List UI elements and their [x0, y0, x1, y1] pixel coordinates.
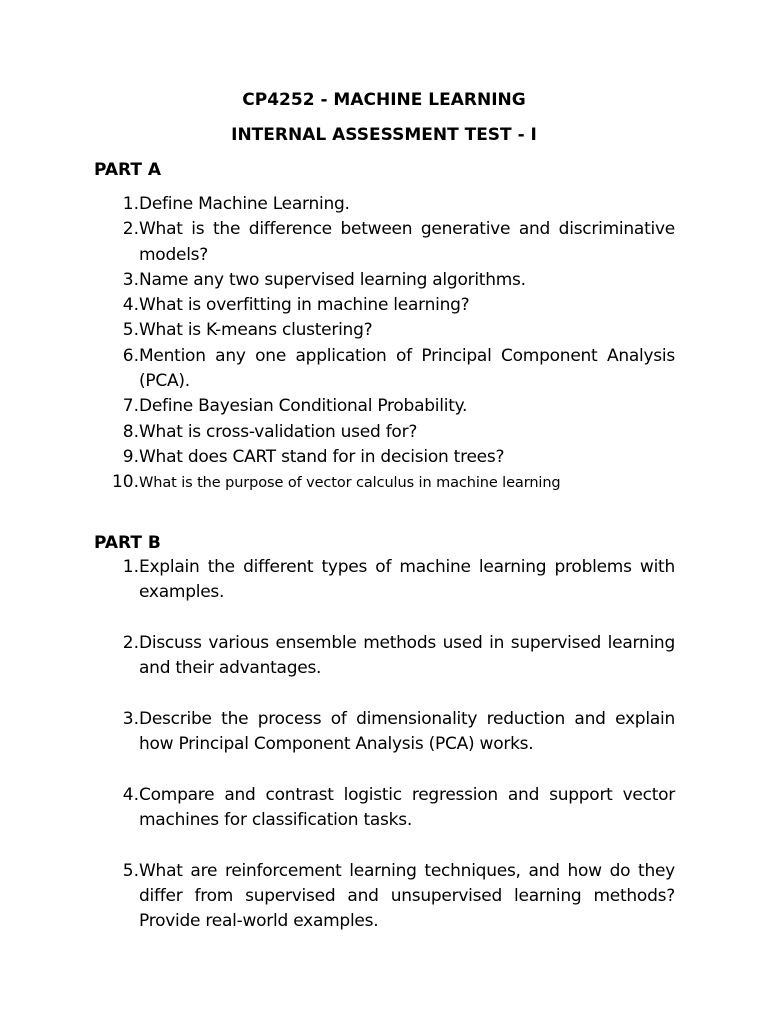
question-number: 6.: [122, 345, 139, 366]
question-number: 10.: [111, 472, 139, 493]
part-b-question-list: [100, 555, 675, 960]
part-a-heading: PART A: [94, 160, 162, 180]
question-number: 1.: [122, 194, 139, 214]
question-text: Name any two supervised learning algorithms.: [139, 269, 526, 290]
question-text: What are reinforcement learning techniques, and how do they differ from supervised and unsupervised learning methods? Provide real-world examples.: [139, 860, 675, 932]
question-text: Define Machine Learning.: [139, 194, 350, 214]
part-b-question: [100, 859, 675, 935]
question-number: 3.: [122, 708, 139, 729]
part-a-question: [100, 420, 675, 445]
question-number: 4.: [122, 784, 139, 805]
question-number: 9.: [122, 446, 139, 467]
part-b-question: [100, 783, 675, 834]
question-text: Define Bayesian Conditional Probability.: [139, 396, 468, 417]
part-a-question: [100, 344, 675, 395]
part-b-question: [100, 707, 675, 758]
question-text: What is cross-validation used for?: [139, 421, 418, 442]
question-text: Describe the process of dimensionality reduction and explain how Principal Component Analysis (PCA) works.: [139, 708, 675, 755]
question-number: 4.: [122, 295, 139, 316]
part-a-question: [100, 293, 675, 318]
part-a-question: [100, 268, 675, 293]
question-text: Explain the different types of machine learning problems with examples.: [139, 557, 675, 603]
question-text: What is K-means clustering?: [139, 320, 373, 341]
question-number: 1.: [122, 557, 139, 577]
question-number: 2.: [122, 632, 139, 653]
question-number: 2.: [122, 219, 139, 240]
course-title: CP4252 - MACHINE LEARNING: [242, 90, 526, 110]
question-text: Mention any one application of Principal Component Analysis (PCA).: [139, 345, 675, 392]
part-a-question: [100, 318, 675, 343]
test-title: INTERNAL ASSESSMENT TEST - I: [231, 125, 537, 145]
part-a-question: [100, 445, 675, 470]
part-a-question: [100, 394, 675, 419]
question-number: 8.: [122, 421, 139, 442]
question-number: 5.: [122, 320, 139, 341]
part-a-question: [100, 192, 675, 217]
question-text: What does CART stand for in decision trees?: [139, 446, 505, 467]
part-a-question-list: [100, 192, 675, 497]
question-number: 5.: [122, 860, 139, 881]
part-b-question: [100, 631, 675, 682]
part-a-question: [100, 470, 675, 496]
question-text: What is overfitting in machine learning?: [139, 295, 470, 316]
question-text: Compare and contrast logistic regression and support vector machines for classification tasks.: [139, 784, 675, 830]
question-text: What is the purpose of vector calculus in machine learning: [139, 475, 561, 492]
question-text: What is the difference between generative and discriminative models?: [139, 219, 675, 265]
part-a-question: [100, 217, 675, 268]
question-number: 3.: [122, 269, 139, 290]
question-text: Discuss various ensemble methods used in supervised learning and their advantages.: [139, 632, 675, 679]
part-b-heading: PART B: [94, 533, 161, 553]
part-b-question: [100, 555, 675, 606]
question-number: 7.: [122, 396, 139, 417]
